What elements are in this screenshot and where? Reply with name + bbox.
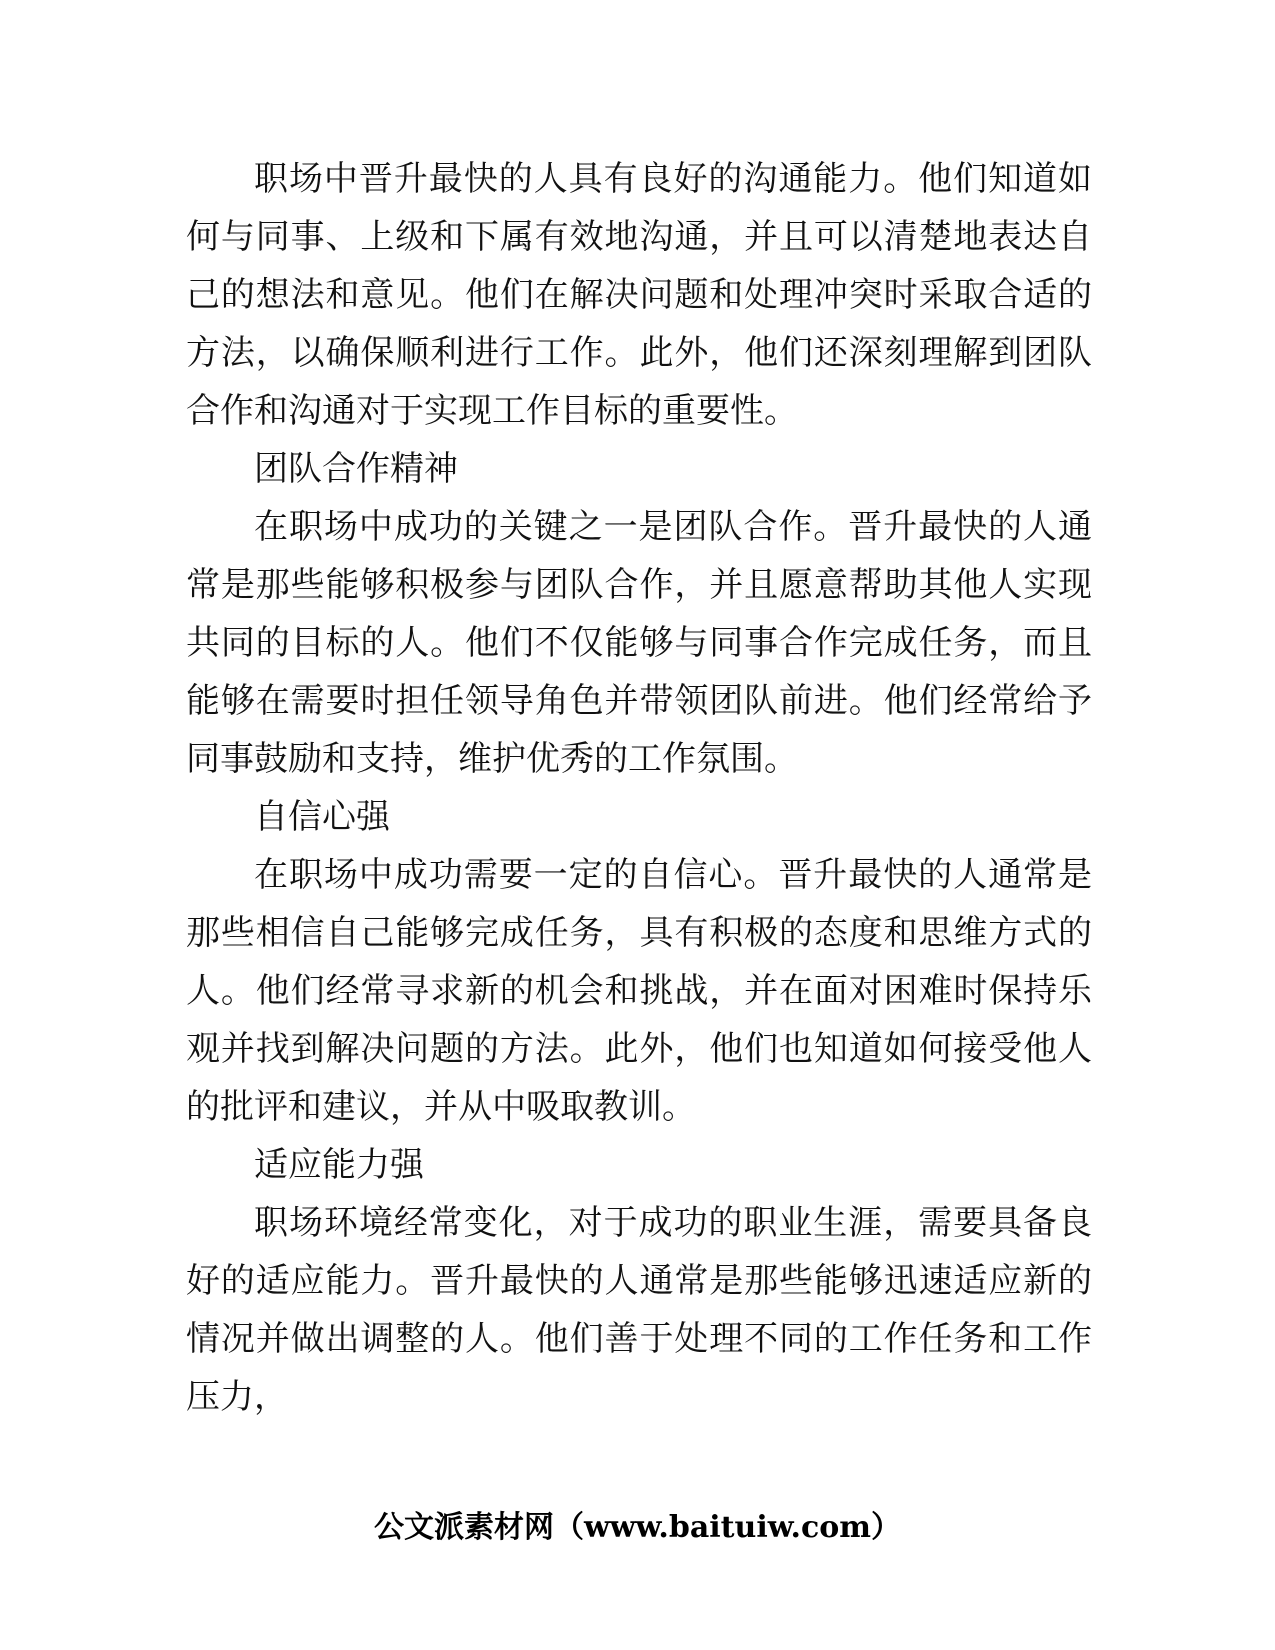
heading-adaptability: 适应能力强 [254,1145,424,1185]
paragraph-confidence: 在职场中成功需要一定的自信心。晋升最快的人通常是那些相信自己能够完成任务，具有积极的态度和思维方式的人。他们经常寻求新的机会和挑战，并在面对困难时保持乐观并找到解决问题的方法。此外，他们也知道如何接受他人的批评和建议，并从中吸取教训。 [186,855,1092,1127]
paragraph-adaptability: 职场环境经常变化，对于成功的职业生涯，需要具备良好的适应能力。晋升最快的人通常是那些能够迅速适应新的情况并做出调整的人。他们善于处理不同的工作任务和工作压力， [186,1203,1092,1417]
footer-watermark: 公文派素材网（www.baituiw.com） [373,1510,902,1545]
heading-teamwork: 团队合作精神 [254,449,458,489]
heading-confidence: 自信心强 [254,797,390,837]
document-body [186,150,1092,1426]
paragraph-teamwork: 在职场中成功的关键之一是团队合作。晋升最快的人通常是那些能够积极参与团队合作，并且愿意帮助其他人实现共同的目标的人。他们不仅能够与同事合作完成任务，而且能够在需要时担任领导角色并带领团队前进。他们经常给予同事鼓励和支持，维护优秀的工作氛围。 [186,507,1092,779]
paragraph-communication: 职场中晋升最快的人具有良好的沟通能力。他们知道如何与同事、上级和下属有效地沟通，并且可以清楚地表达自己的想法和意见。他们在解决问题和处理冲突时采取合适的方法，以确保顺利进行工作。此外，他们还深刻理解到团队合作和沟通对于实现工作目标的重要性。 [186,159,1092,431]
